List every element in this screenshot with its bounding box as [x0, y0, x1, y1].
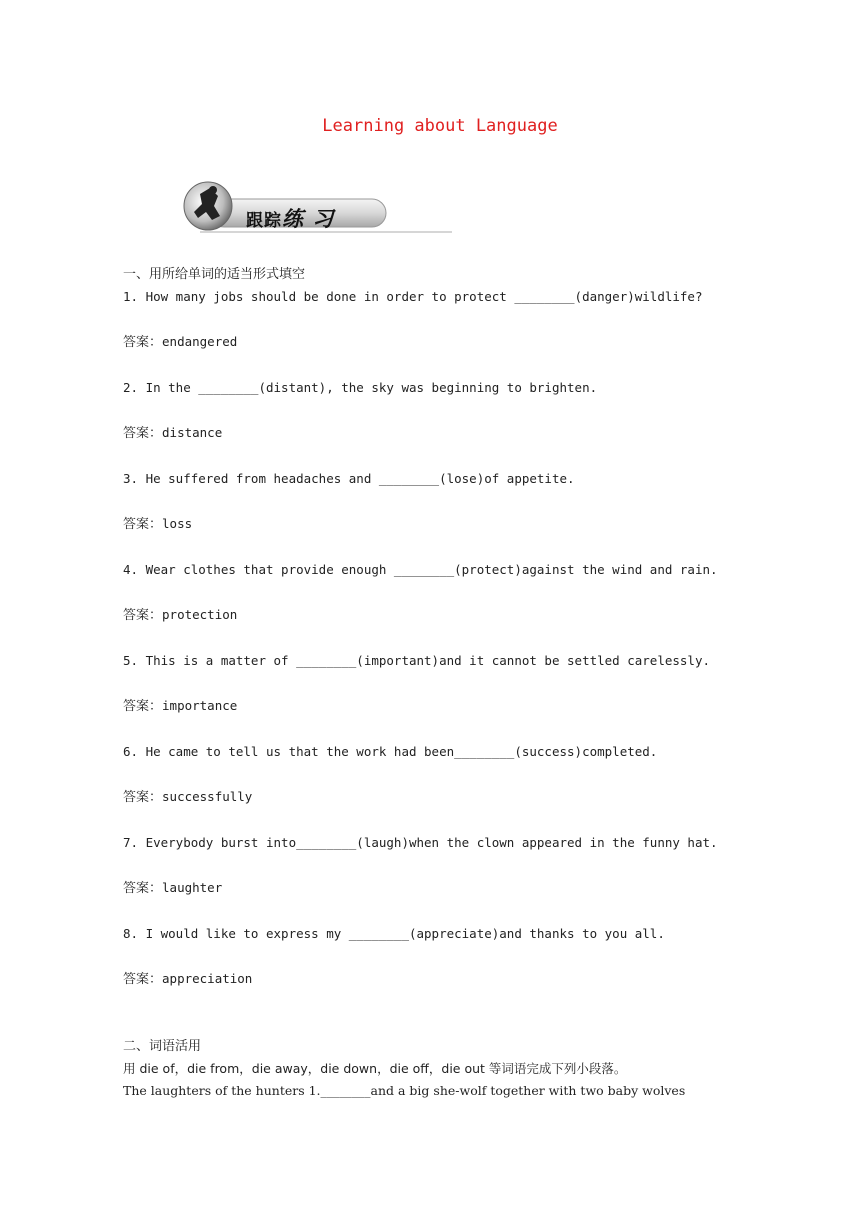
answer-label: 答案： [123, 426, 163, 441]
answer-label: 答案： [123, 608, 163, 623]
answer-text: protection [162, 607, 238, 622]
answer-line [123, 786, 773, 809]
banner-label-1: 跟踪 [246, 211, 282, 231]
answer-text: appreciation [162, 971, 253, 986]
exercise-item [123, 559, 773, 627]
exercise-item [123, 377, 773, 445]
answer-text: laughter [162, 880, 223, 895]
section-2-paragraph: The laughters of the hunters 1.________and a big she-wolf together with two baby wolves [123, 1083, 686, 1098]
answer-line [123, 877, 773, 900]
answer-label: 答案： [123, 790, 163, 805]
answer-label: 答案： [123, 699, 163, 714]
exercise-content [123, 264, 773, 1102]
answer-line [123, 968, 773, 991]
question-text: 8. I would like to express my ________(appreciate)and thanks to you all. [123, 926, 665, 941]
answer-line [123, 695, 773, 718]
answer-line [123, 331, 773, 354]
answer-text: loss [162, 516, 193, 531]
question-text: 7. Everybody burst into________(laugh)when the clown appeared in the funny hat. [123, 835, 718, 850]
question-text: 4. Wear clothes that provide enough ________(protect)against the wind and rain. [123, 562, 718, 577]
section-2-instruction: 用 die of，die from，die away，die down，die off，die out 等词语完成下列小段落。 [123, 1061, 627, 1076]
exercise-item [123, 923, 773, 991]
exercise-item [123, 832, 773, 900]
answer-text: distance [162, 425, 223, 440]
answer-text: successfully [162, 789, 253, 804]
section-1-heading: 一、用所给单词的适当形式填空 [123, 267, 306, 282]
exercise-item [123, 468, 773, 536]
exercise-item [123, 650, 773, 718]
answer-label: 答案： [123, 881, 163, 896]
question-text: 6. He came to tell us that the work had been________(success)completed. [123, 744, 658, 759]
page-title: Learning about Language [322, 116, 558, 136]
answer-label: 答案： [123, 517, 163, 532]
answer-text: importance [162, 698, 238, 713]
section-gap [123, 1014, 773, 1036]
question-text: 1. How many jobs should be done in order to protect ________(danger)wildlife? [123, 289, 703, 304]
question-text: 2. In the ________(distant), the sky was beginning to brighten. [123, 380, 598, 395]
exercise-item [123, 741, 773, 809]
answer-text: endangered [162, 334, 238, 349]
question-text: 3. He suffered from headaches and ________(lose)of appetite. [123, 471, 575, 486]
practice-banner [180, 176, 452, 236]
banner-label [246, 203, 334, 233]
section-2-heading: 二、词语活用 [123, 1039, 202, 1054]
answer-label: 答案： [123, 335, 163, 350]
answer-line [123, 604, 773, 627]
question-text: 5. This is a matter of ________(important)and it cannot be settled carelessly. [123, 653, 710, 668]
banner-label-2: 练 习 [282, 206, 335, 231]
answer-line [123, 513, 773, 536]
answer-line [123, 422, 773, 445]
exercise-item [123, 286, 773, 354]
answer-label: 答案： [123, 972, 163, 987]
